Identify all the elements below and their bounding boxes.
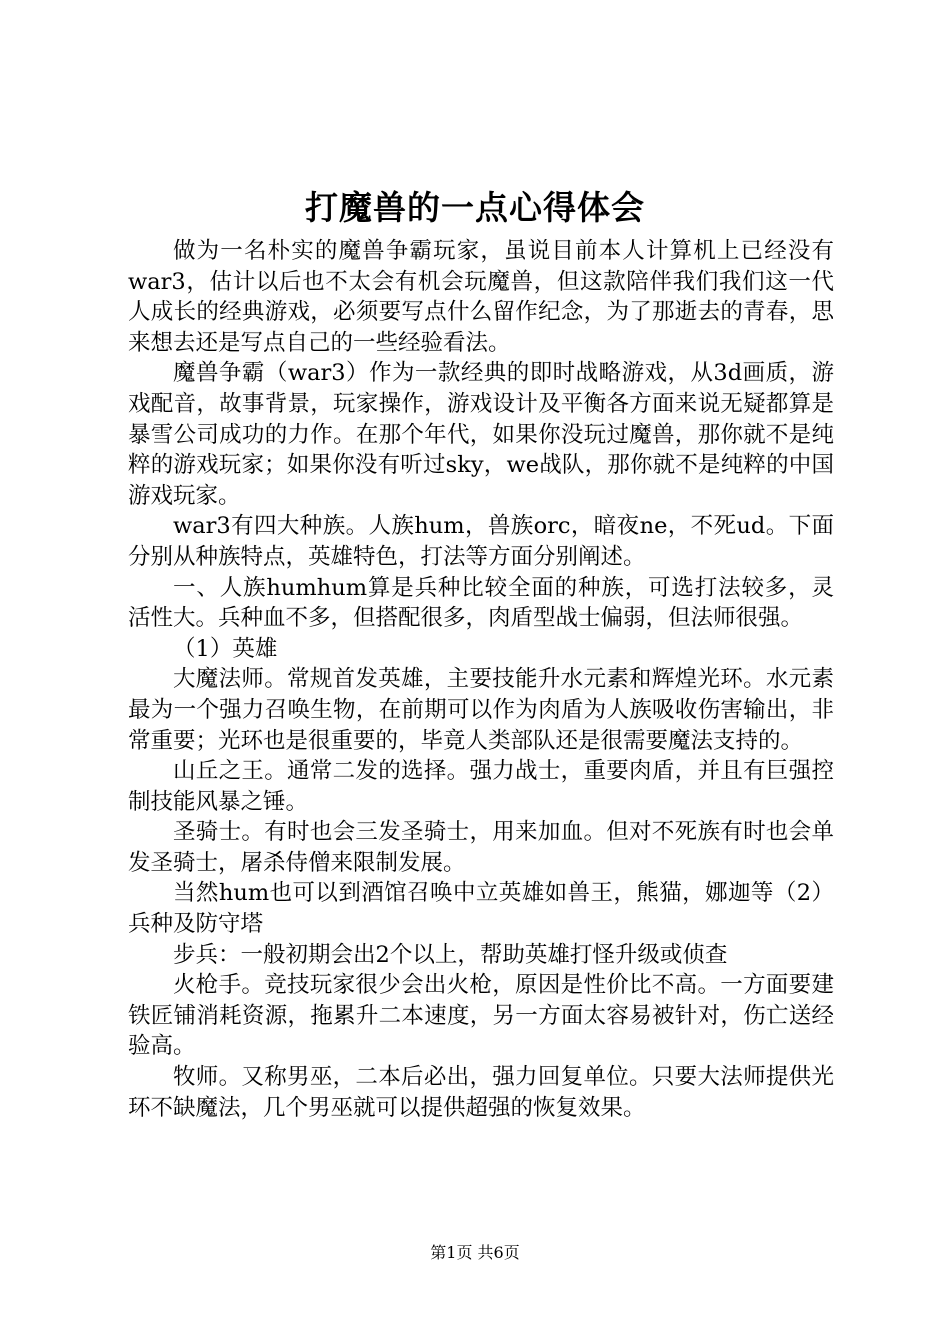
paragraph: 山丘之王。通常二发的选择。强力战士，重要肉盾，并且有巨强控制技能风暴之锤。 xyxy=(128,758,834,815)
paragraph: war3有四大种族。人族hum，兽族orc，暗夜ne，不死ud。下面分别从种族特点，英雄特色，打法等方面分别阐述。 xyxy=(128,513,834,570)
paragraph: 大魔法师。常规首发英雄，主要技能升水元素和辉煌光环。水元素最为一个强力召唤生物，在前期可以作为肉盾为人族吸收伤害输出，非常重要；光环也是很重要的，毕竟人类部队还是很需要魔法支持的。 xyxy=(128,666,834,754)
paragraph: 一、人族humhum算是兵种比较全面的种族，可选打法较多，灵活性大。兵种血不多，但搭配很多，肉盾型战士偏弱，但法师很强。 xyxy=(128,574,834,632)
paragraph: 圣骑士。有时也会三发圣骑士，用来加血。但对不死族有时也会单发圣骑士，屠杀侍僧来限制发展。 xyxy=(128,819,834,876)
section-heading: （1）英雄 xyxy=(173,635,278,662)
paragraph: 步兵：一般初期会出2个以上，帮助英雄打怪升级或侦查 xyxy=(173,941,728,968)
page-footer: 第1页 共6页 xyxy=(430,1243,520,1262)
paragraph: 牧师。又称男巫，二本后必出，强力回复单位。只要大法师提供光环不缺魔法，几个男巫就可以提供超强的恢复效果。 xyxy=(128,1064,834,1121)
paragraph: 魔兽争霸（war3）作为一款经典的即时战略游戏，从3d画质，游戏配音，故事背景，玩家操作，游戏设计及平衡各方面来说无疑都算是暴雪公司成功的力作。在那个年代，如果你没玩过魔兽，那你就不是纯粹的游戏玩家；如果你没有听过sky，we战队，那你就不是纯粹的中国游戏玩家。 xyxy=(128,360,834,509)
paragraph: 当然hum也可以到酒馆召唤中立英雄如兽王，熊猫，娜迦等（2）兵种及防守塔 xyxy=(128,880,834,938)
document-title: 打魔兽的一点心得体会 xyxy=(305,188,645,227)
paragraph: 火枪手。竞技玩家很少会出火枪，原因是性价比不高。一方面要建铁匠铺消耗资源，拖累升二本速度，另一方面太容易被针对，伤亡送经验高。 xyxy=(128,972,834,1060)
document-body xyxy=(128,236,834,1123)
paragraph: 做为一名朴实的魔兽争霸玩家，虽说目前本人计算机上已经没有war3，估计以后也不太会有机会玩魔兽，但这款陪伴我们我们这一代人成长的经典游戏，必须要写点什么留作纪念，为了那逝去的青春，思来想去还是写点自己的一些经验看法。 xyxy=(128,238,834,356)
